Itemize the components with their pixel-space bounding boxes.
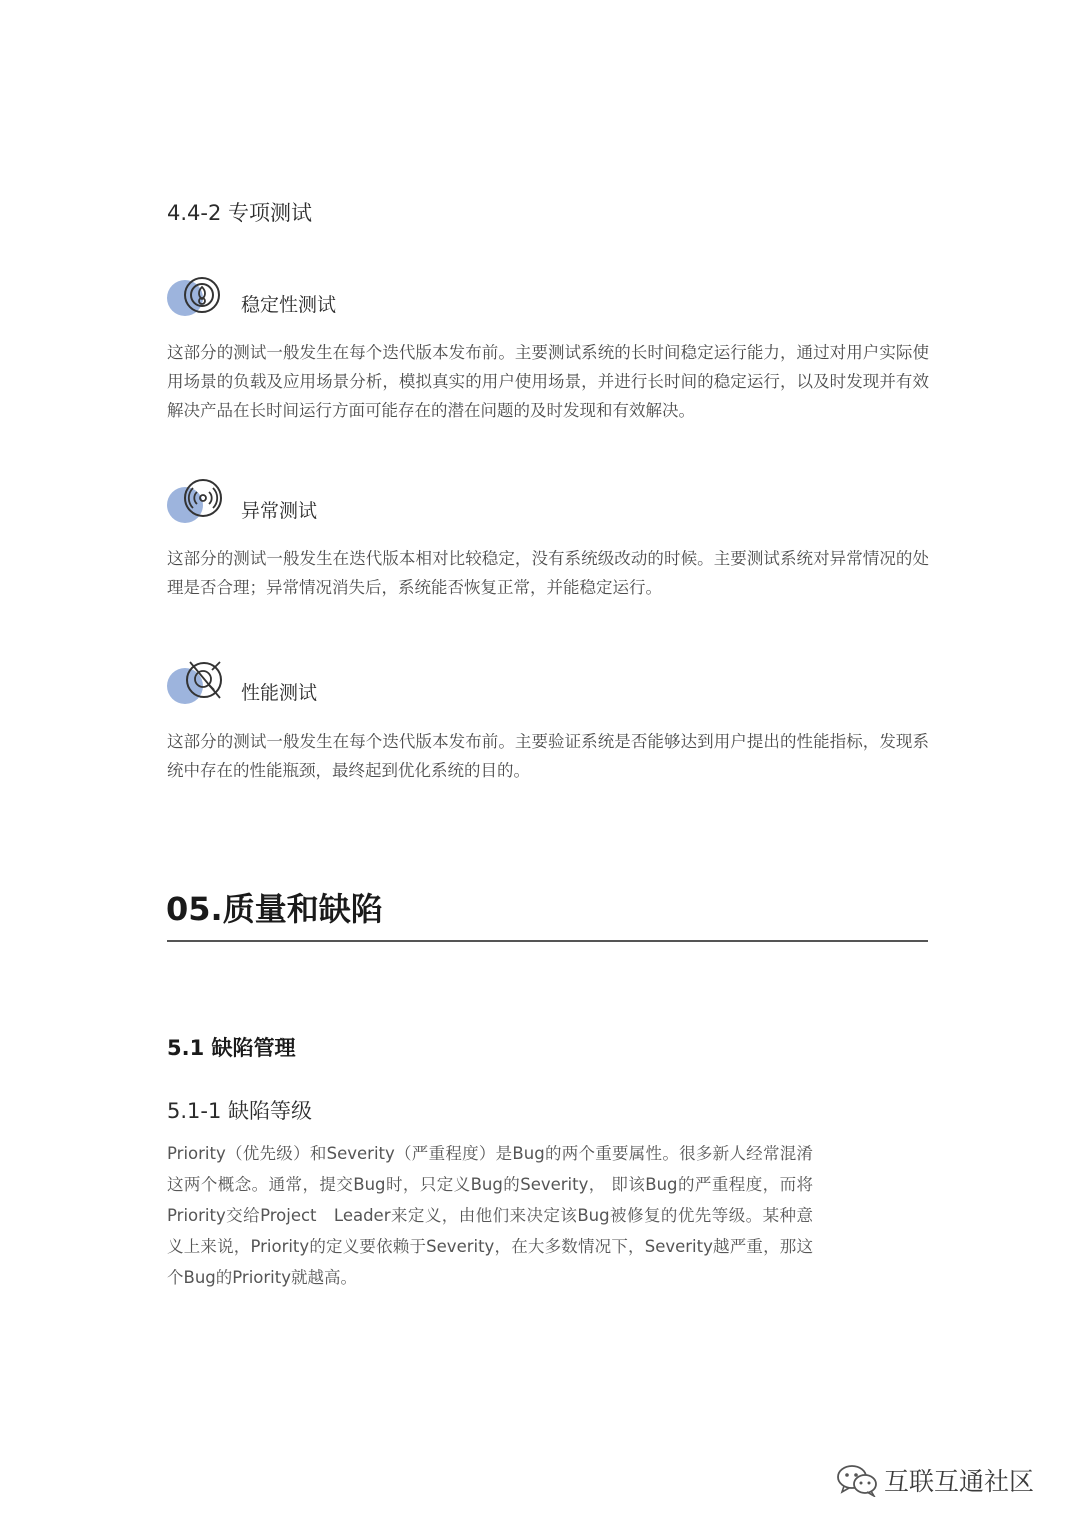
chapter-title: 05.质量和缺陷 [166,890,383,928]
defect-level-text: Priority（优先级）和Severity（严重程度）是Bug的两个重要属性。很多新人经常混淆这两个概念。通常，提交Bug时，只定义Bug的Severity， 即该Bug的严重程度，而将Priority交给Project Leader来定义，由他们来决定该Bug被修复的优先等级。某种意义上来说，Priority的定义要依赖于Severity，在大多数情况下，Severity越严重，那这个Bug的Priority就越高。 [167,1144,813,1287]
watermark [836,1460,1034,1500]
section-heading-5-1: 5.1 缺陷管理 [167,1036,296,1060]
signal-icon [165,477,225,529]
item-text-performance: 这部分的测试一般发生在每个迭代版本发布前。主要验证系统是否能够达到用户提出的性能指标，发现系统中存在的性能瓶颈，最终起到优化系统的目的。 [167,732,929,780]
section-heading-4-4-2: 4.4-2 专项测试 [167,201,313,225]
chapter-divider [167,940,928,942]
item-text-stability: 这部分的测试一般发生在每个迭代版本发布前。主要测试系统的长时间稳定运行能力，通过对用户实际使用场景的负载及应用场景分析，模拟真实的用户使用场景，并进行长时间的稳定运行，以及时发现并有效解决产品在长时间运行方面可能存在的潜在问题的及时发现和有效解决。 [167,343,929,420]
item-title-performance: 性能测试 [241,682,318,704]
magnifier-icon [165,658,225,710]
item-title-exception: 异常测试 [241,500,318,522]
wechat-icon [836,1463,878,1497]
stability-icon [165,276,225,328]
item-text-exception: 这部分的测试一般发生在迭代版本相对比较稳定，没有系统级改动的时候。主要测试系统对异常情况的处理是否合理；异常情况消失后，系统能否恢复正常，并能稳定运行。 [167,549,929,597]
item-title-stability: 稳定性测试 [241,294,337,316]
watermark-text: 互联互通社区 [884,1467,1035,1496]
section-heading-5-1-1: 5.1-1 缺陷等级 [167,1099,313,1123]
